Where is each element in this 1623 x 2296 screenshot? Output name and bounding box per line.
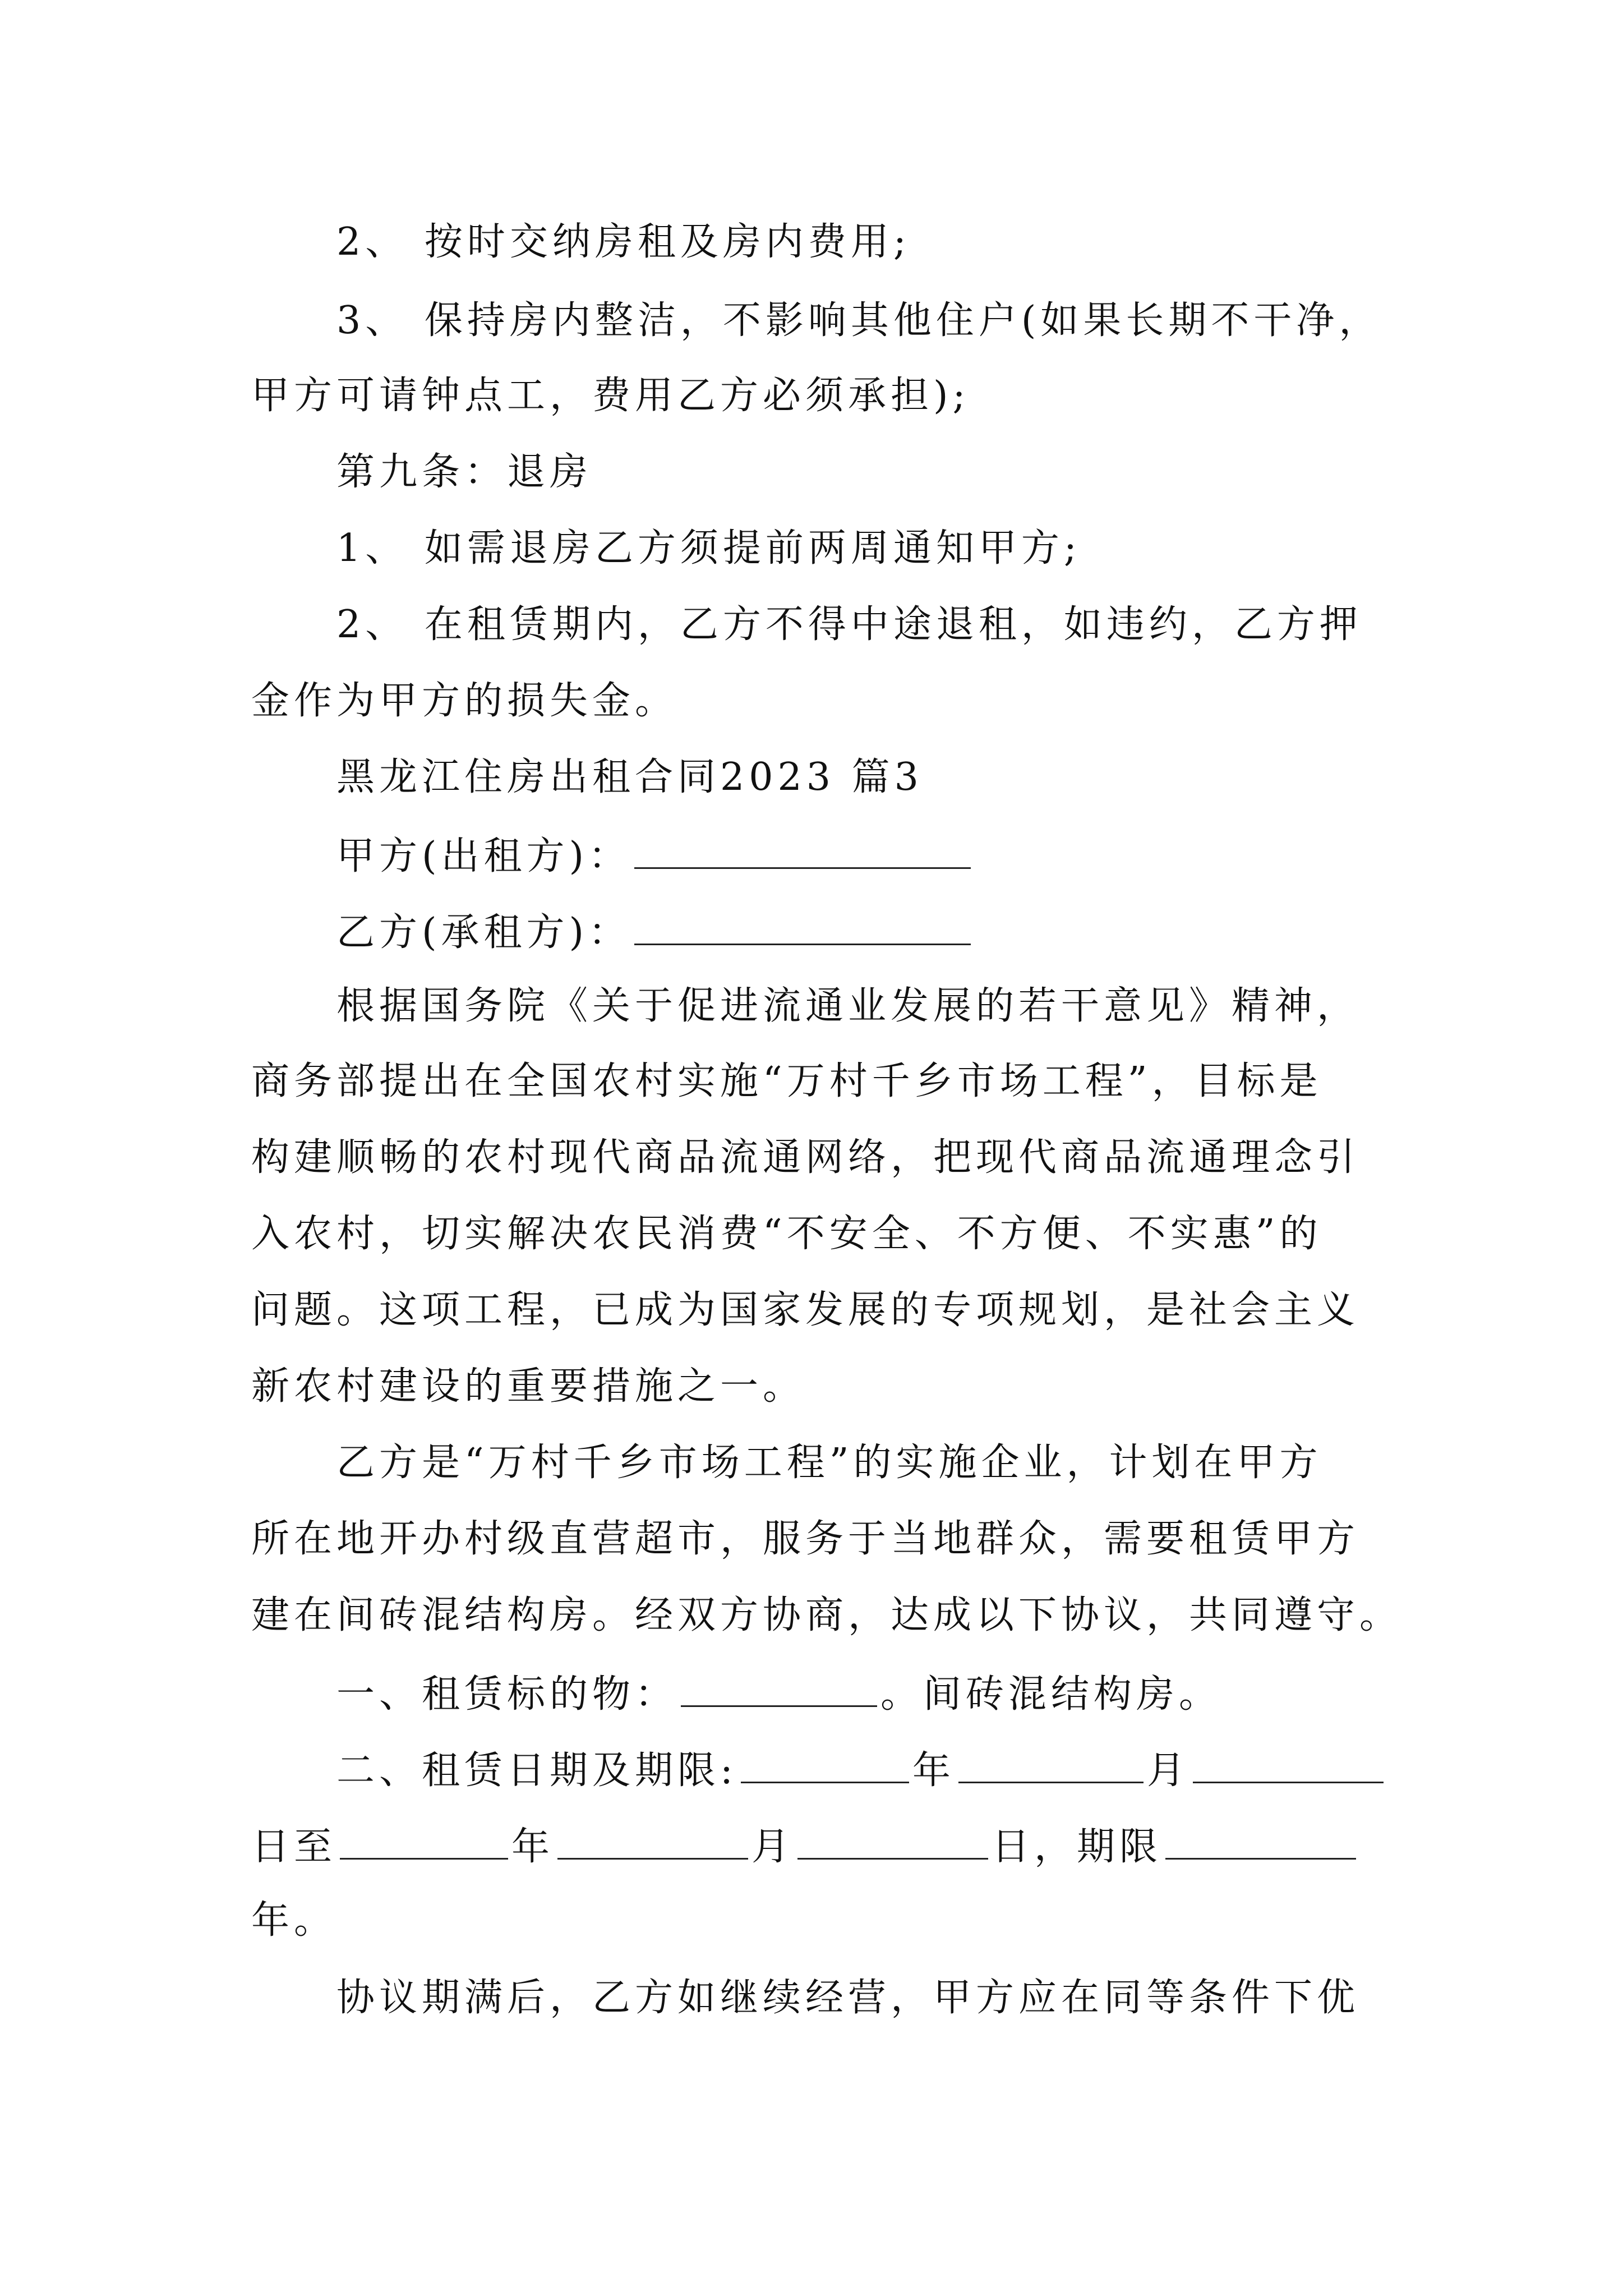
lease-period-line-2 [251, 1825, 1359, 1869]
lease-period-label: 二、租赁日期及期限: [336, 1749, 737, 1793]
text-line: 构建顺畅的农村现代商品流通网络，把现代商品流通理念引 [251, 1135, 1360, 1180]
text-line: 2、 在租赁期内，乙方不得中途退租，如违约，乙方押 [336, 602, 1362, 647]
term-text: 日，期限 [992, 1825, 1163, 1869]
month-text: 月 [1146, 1749, 1189, 1793]
text-line: 所在地开办村级直营超市，服务于当地群众，需要租赁甲方 [251, 1517, 1360, 1561]
party-a-blank [634, 835, 971, 869]
text-line: 问题。这项工程，已成为国家发展的专项规划，是社会主义 [251, 1288, 1360, 1332]
party-b-line [336, 910, 974, 955]
lease-object-blank [681, 1673, 877, 1707]
lease-object-label: 一、租赁标的物： [336, 1672, 678, 1717]
lease-object-line [336, 1672, 1222, 1717]
text-line: 1、 如需退房乙方须提前两周通知甲方; [336, 526, 1081, 570]
party-b-blank [634, 911, 971, 945]
month-text: 月 [751, 1825, 795, 1869]
text-line: 新农村建设的重要措施之一。 [251, 1364, 806, 1409]
text-line: 入农村，切实解决农民消费“不安全、不方便、不实惠”的 [251, 1212, 1322, 1256]
year-text: 年 [511, 1825, 555, 1869]
text-line: 甲方可请钟点工，费用乙方必须承担); [251, 374, 970, 418]
day-to-text: 日至 [251, 1825, 337, 1869]
lease-period-line [336, 1749, 1387, 1793]
text-line: 金作为甲方的损失金。 [251, 679, 678, 723]
party-a-line [336, 835, 974, 876]
end-year-blank [340, 1825, 508, 1860]
contract-title: 黑龙江住房出租合同2023 篇3 [336, 755, 923, 799]
text-line: 3、 保持房内整洁，不影响其他住户(如果长期不干净， [336, 298, 1382, 343]
text-line: 乙方是“万村千乡市场工程”的实施企业，计划在甲方 [336, 1441, 1322, 1485]
term-blank [1165, 1825, 1356, 1860]
text-line: 2、 按时交纳房租及房内费用; [336, 220, 911, 264]
party-b-label: 乙方(承租方)： [336, 910, 631, 955]
text-line: 协议期满后，乙方如继续经营，甲方应在同等条件下优 [336, 1976, 1360, 2020]
start-year-blank [741, 1749, 909, 1783]
text-line: 根据国务院《关于促进流通业发展的若干意见》精神， [336, 984, 1360, 1028]
party-a-label: 甲方(出租方)： [336, 834, 631, 878]
lease-object-suffix: 。间砖混结构房。 [880, 1672, 1222, 1717]
text-line: 建在间砖混结构房。经双方协商，达成以下协议，共同遵守。 [251, 1593, 1403, 1637]
text-line: 年。 [251, 1898, 337, 1943]
year-text: 年 [912, 1749, 955, 1793]
section-heading: 第九条：退房 [336, 450, 593, 494]
text-line: 商务部提出在全国农村实施“万村千乡市场工程”，目标是 [251, 1059, 1322, 1103]
end-day-blank [797, 1825, 988, 1860]
start-month-blank [958, 1749, 1144, 1783]
start-day-blank [1193, 1749, 1384, 1783]
end-month-blank [557, 1825, 748, 1860]
